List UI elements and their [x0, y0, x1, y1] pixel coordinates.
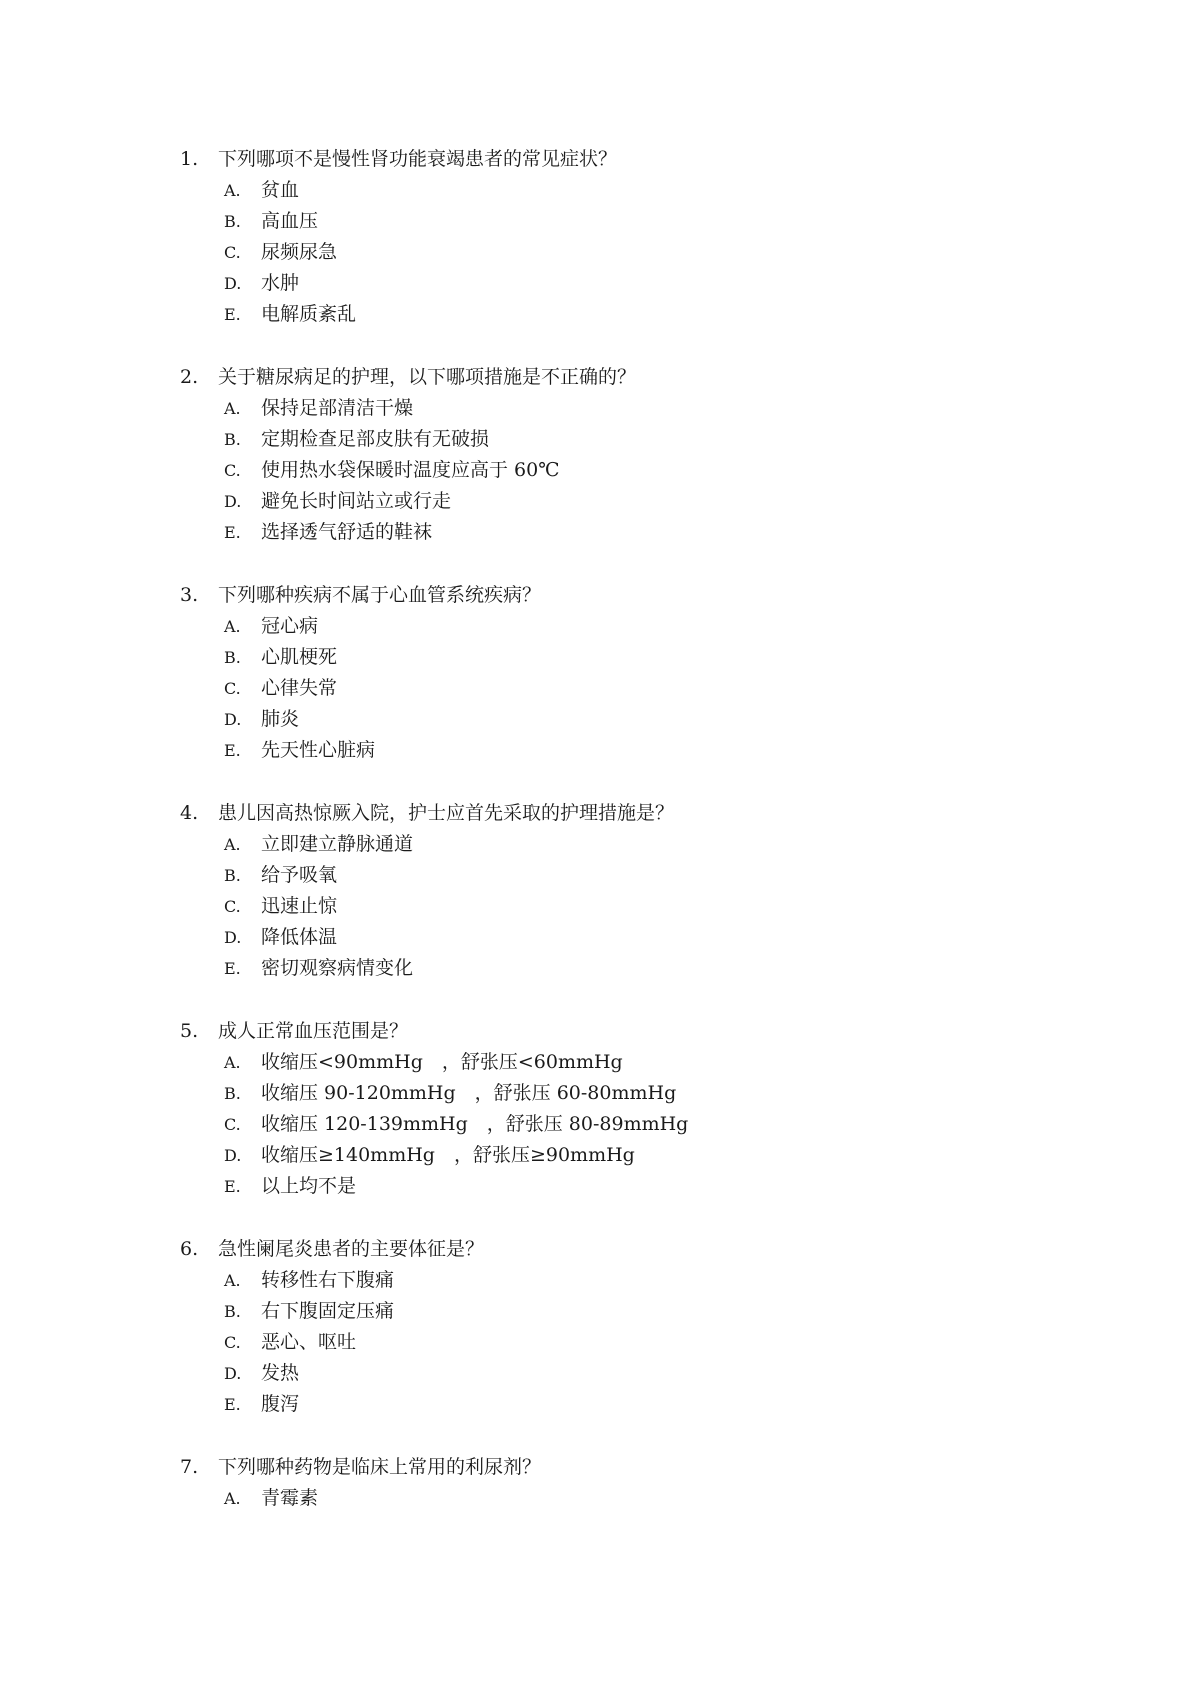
question-text: 下列哪种药物是临床上常用的利尿剂？ — [218, 1456, 542, 1478]
option-text: 定期检查足部皮肤有无破损 — [261, 428, 490, 450]
option-letter: A. — [224, 1053, 241, 1072]
option-letter: C. — [224, 1115, 241, 1134]
option-text: 肺炎 — [261, 708, 300, 730]
option-letter: B. — [224, 866, 241, 885]
option-text: 冠心病 — [261, 615, 319, 637]
option-text: 尿频尿急 — [261, 241, 338, 263]
option-text: 心肌梗死 — [261, 646, 338, 668]
option-text: 避免长时间站立或行走 — [261, 490, 452, 512]
option-text: 腹泻 — [261, 1393, 300, 1415]
option-text: 使用热水袋保暖时温度应高于 60℃ — [261, 459, 560, 481]
option-letter: C. — [224, 461, 241, 480]
question-number: 4. — [180, 802, 199, 824]
option-letter: B. — [224, 648, 241, 667]
option-letter: E. — [224, 741, 241, 760]
question-number: 5. — [180, 1020, 199, 1042]
option-text: 恶心、呕吐 — [261, 1331, 357, 1353]
option-letter: A. — [224, 1271, 241, 1290]
option-letter: B. — [224, 430, 241, 449]
option-text: 以上均不是 — [261, 1175, 357, 1197]
option-letter: D. — [224, 928, 242, 947]
option-letter: A. — [224, 1489, 241, 1508]
option-letter: D. — [224, 274, 242, 293]
option-letter: D. — [224, 1364, 242, 1383]
option-letter: A. — [224, 181, 241, 200]
option-text: 收缩压 120-139mmHg ，舒张压 80-89mmHg — [261, 1113, 689, 1135]
option-text: 收缩压<90mmHg ，舒张压<60mmHg — [261, 1051, 623, 1073]
question-number: 7. — [180, 1456, 199, 1478]
question-text: 下列哪项不是慢性肾功能衰竭患者的常见症状？ — [218, 148, 618, 170]
question-number: 2. — [180, 366, 199, 388]
option-text: 心律失常 — [261, 677, 338, 699]
option-letter: C. — [224, 679, 241, 698]
option-text: 右下腹固定压痛 — [261, 1300, 395, 1322]
option-letter: B. — [224, 1084, 241, 1103]
option-letter: D. — [224, 710, 242, 729]
option-letter: E. — [224, 959, 241, 978]
option-letter: C. — [224, 1333, 241, 1352]
option-text: 发热 — [261, 1362, 300, 1384]
question-text: 急性阑尾炎患者的主要体征是？ — [218, 1238, 485, 1260]
question-number: 1. — [180, 148, 199, 170]
option-letter: E. — [224, 1177, 241, 1196]
option-text: 收缩压≥140mmHg ，舒张压≥90mmHg — [261, 1144, 635, 1166]
option-letter: A. — [224, 617, 241, 636]
option-letter: C. — [224, 897, 241, 916]
option-text: 收缩压 90-120mmHg ，舒张压 60-80mmHg — [261, 1082, 677, 1104]
question-text: 下列哪种疾病不属于心血管系统疾病？ — [218, 584, 542, 606]
option-text: 保持足部清洁干燥 — [261, 397, 414, 419]
question-text: 患儿因高热惊厥入院，护士应首先采取的护理措施是？ — [218, 802, 675, 824]
option-text: 给予吸氧 — [261, 864, 338, 886]
option-letter: E. — [224, 1395, 241, 1414]
option-letter: B. — [224, 1302, 241, 1321]
option-text: 转移性右下腹痛 — [261, 1269, 395, 1291]
option-letter: A. — [224, 835, 241, 854]
option-text: 青霉素 — [261, 1487, 319, 1509]
option-text: 贫血 — [261, 179, 300, 201]
option-letter: C. — [224, 243, 241, 262]
option-text: 降低体温 — [261, 926, 338, 948]
option-letter: D. — [224, 1146, 242, 1165]
question-number: 6. — [180, 1238, 199, 1260]
option-text: 密切观察病情变化 — [261, 957, 414, 979]
option-text: 水肿 — [261, 272, 300, 294]
question-text: 成人正常血压范围是？ — [218, 1020, 409, 1042]
option-letter: E. — [224, 305, 241, 324]
option-text: 先天性心脏病 — [261, 739, 376, 761]
option-letter: E. — [224, 523, 241, 542]
question-number: 3. — [180, 584, 199, 606]
option-text: 迅速止惊 — [261, 895, 338, 917]
question-text: 关于糖尿病足的护理，以下哪项措施是不正确的？ — [218, 366, 637, 388]
option-text: 立即建立静脉通道 — [261, 833, 414, 855]
option-text: 选择透气舒适的鞋袜 — [261, 521, 433, 543]
option-letter: A. — [224, 399, 241, 418]
option-letter: D. — [224, 492, 242, 511]
option-letter: B. — [224, 212, 241, 231]
option-text: 电解质紊乱 — [261, 303, 357, 325]
option-text: 高血压 — [261, 210, 319, 232]
